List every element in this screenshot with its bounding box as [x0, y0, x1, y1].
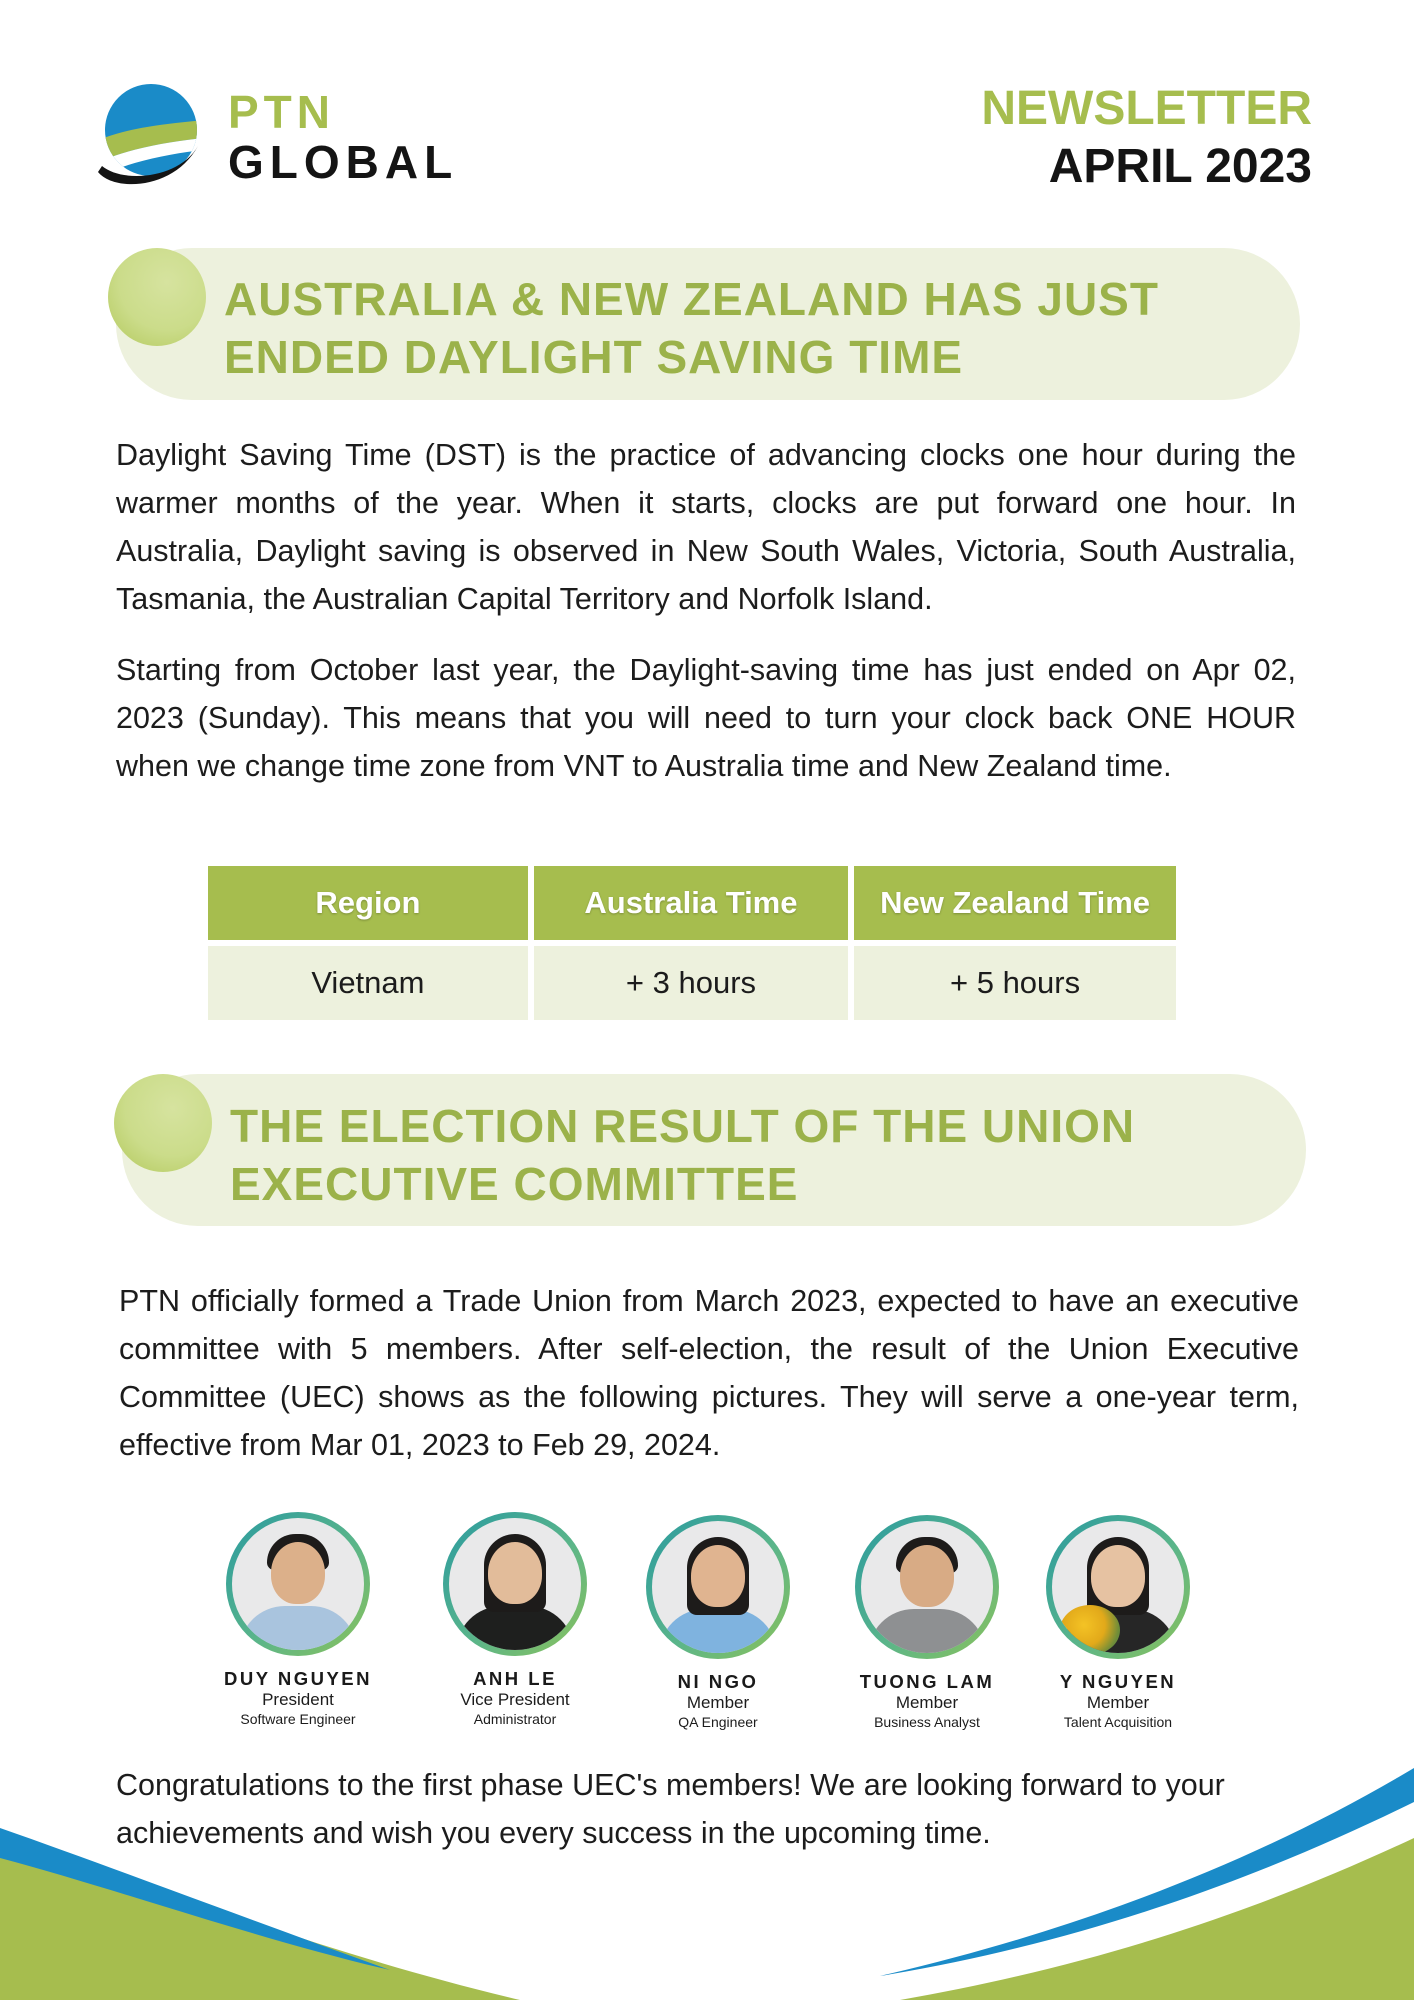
banner-bullet-icon — [108, 248, 206, 346]
member-card — [415, 1512, 615, 1728]
brand-wordmark — [228, 88, 458, 188]
issue-date: APRIL 2023 — [1048, 140, 1312, 193]
member-card — [827, 1515, 1027, 1731]
member-card — [618, 1515, 818, 1731]
section-title-election — [230, 1097, 1135, 1213]
member-job: Business Analyst — [874, 1714, 980, 1730]
member-job: Talent Acquisition — [1063, 1714, 1173, 1730]
member-name: DUY NGUYEN — [223, 1668, 372, 1689]
brand-line-global: GLOBAL — [228, 136, 459, 188]
closing-paragraph: Congratulations to the first phase UEC's members! We are looking forward to your achievements and wish you every success in the upcoming time. — [116, 1768, 1225, 1850]
member-role: Vice President — [460, 1690, 570, 1709]
member-photo — [646, 1515, 790, 1659]
member-name: ANH LE — [473, 1668, 557, 1689]
member-job: QA Engineer — [678, 1714, 758, 1730]
member-role: Member — [1086, 1693, 1150, 1712]
table-cell: + 5 hours — [854, 946, 1176, 1020]
table-row — [208, 946, 1176, 1020]
section-title-line: THE ELECTION RESULT OF THE UNION — [230, 1100, 1136, 1152]
member-job: Administrator — [473, 1711, 557, 1727]
table-header-cell: Australia Time — [534, 866, 848, 940]
member-photo — [855, 1515, 999, 1659]
dst-intro-paragraph: Daylight Saving Time (DST) is the practice of advancing clocks one hour during the warmer months of the year. When it starts, clocks are put forward one hour. In Australia, Daylight saving is observed in New South Wales, Victoria, South Australia, Tasmania, the Australian Capital Territory and Norfolk Island. — [116, 438, 1296, 616]
table-header-row — [208, 866, 1176, 940]
table-header-cell: New Zealand Time — [854, 866, 1176, 940]
table-header-cell: Region — [208, 866, 528, 940]
brand-line-ptn: PTN — [228, 86, 335, 138]
section-title-line: EXECUTIVE COMMITTEE — [230, 1158, 799, 1210]
member-role: Member — [686, 1693, 750, 1712]
member-photo — [226, 1512, 370, 1656]
member-job: Software Engineer — [240, 1711, 356, 1727]
time-difference-table — [202, 860, 1182, 1026]
member-role: President — [262, 1690, 334, 1709]
member-name: Y NGUYEN — [1059, 1671, 1177, 1692]
issue-heading — [981, 80, 1312, 196]
table-cell: Vietnam — [208, 946, 528, 1020]
section-title-dst — [224, 270, 1159, 386]
member-photo — [1046, 1515, 1190, 1659]
union-intro-paragraph: PTN officially formed a Trade Union from March 2023, expected to have an executive committee with 5 members. After self-election, the result of the Union Executive Committee (UEC) shows as the following pictures. They will serve a one-year term, effective from Mar 01, 2023 to Feb 29, 2024. — [119, 1284, 1299, 1462]
section-title-line: AUSTRALIA & NEW ZEALAND HAS JUST — [224, 273, 1159, 325]
member-card — [1018, 1515, 1218, 1731]
section-title-line: ENDED DAYLIGHT SAVING TIME — [224, 331, 964, 383]
member-card — [198, 1512, 398, 1728]
flower-bouquet-icon — [1060, 1605, 1120, 1653]
ptn-global-logo-icon — [94, 80, 204, 192]
member-name: TUONG LAM — [859, 1671, 995, 1692]
dst-end-paragraph: Starting from October last year, the Daylight-saving time has just ended on Apr 02, 2023 (Sunday). This means that you will need to turn your clock back ONE HOUR when we change time zone from VNT to Australia time and New Zealand time. — [116, 653, 1296, 783]
member-name: NI NGO — [677, 1671, 759, 1692]
table-cell: + 3 hours — [534, 946, 848, 1020]
banner-bullet-icon — [114, 1074, 212, 1172]
member-photo — [443, 1512, 587, 1656]
newsletter-label: NEWSLETTER — [981, 82, 1312, 135]
member-role: Member — [895, 1693, 959, 1712]
